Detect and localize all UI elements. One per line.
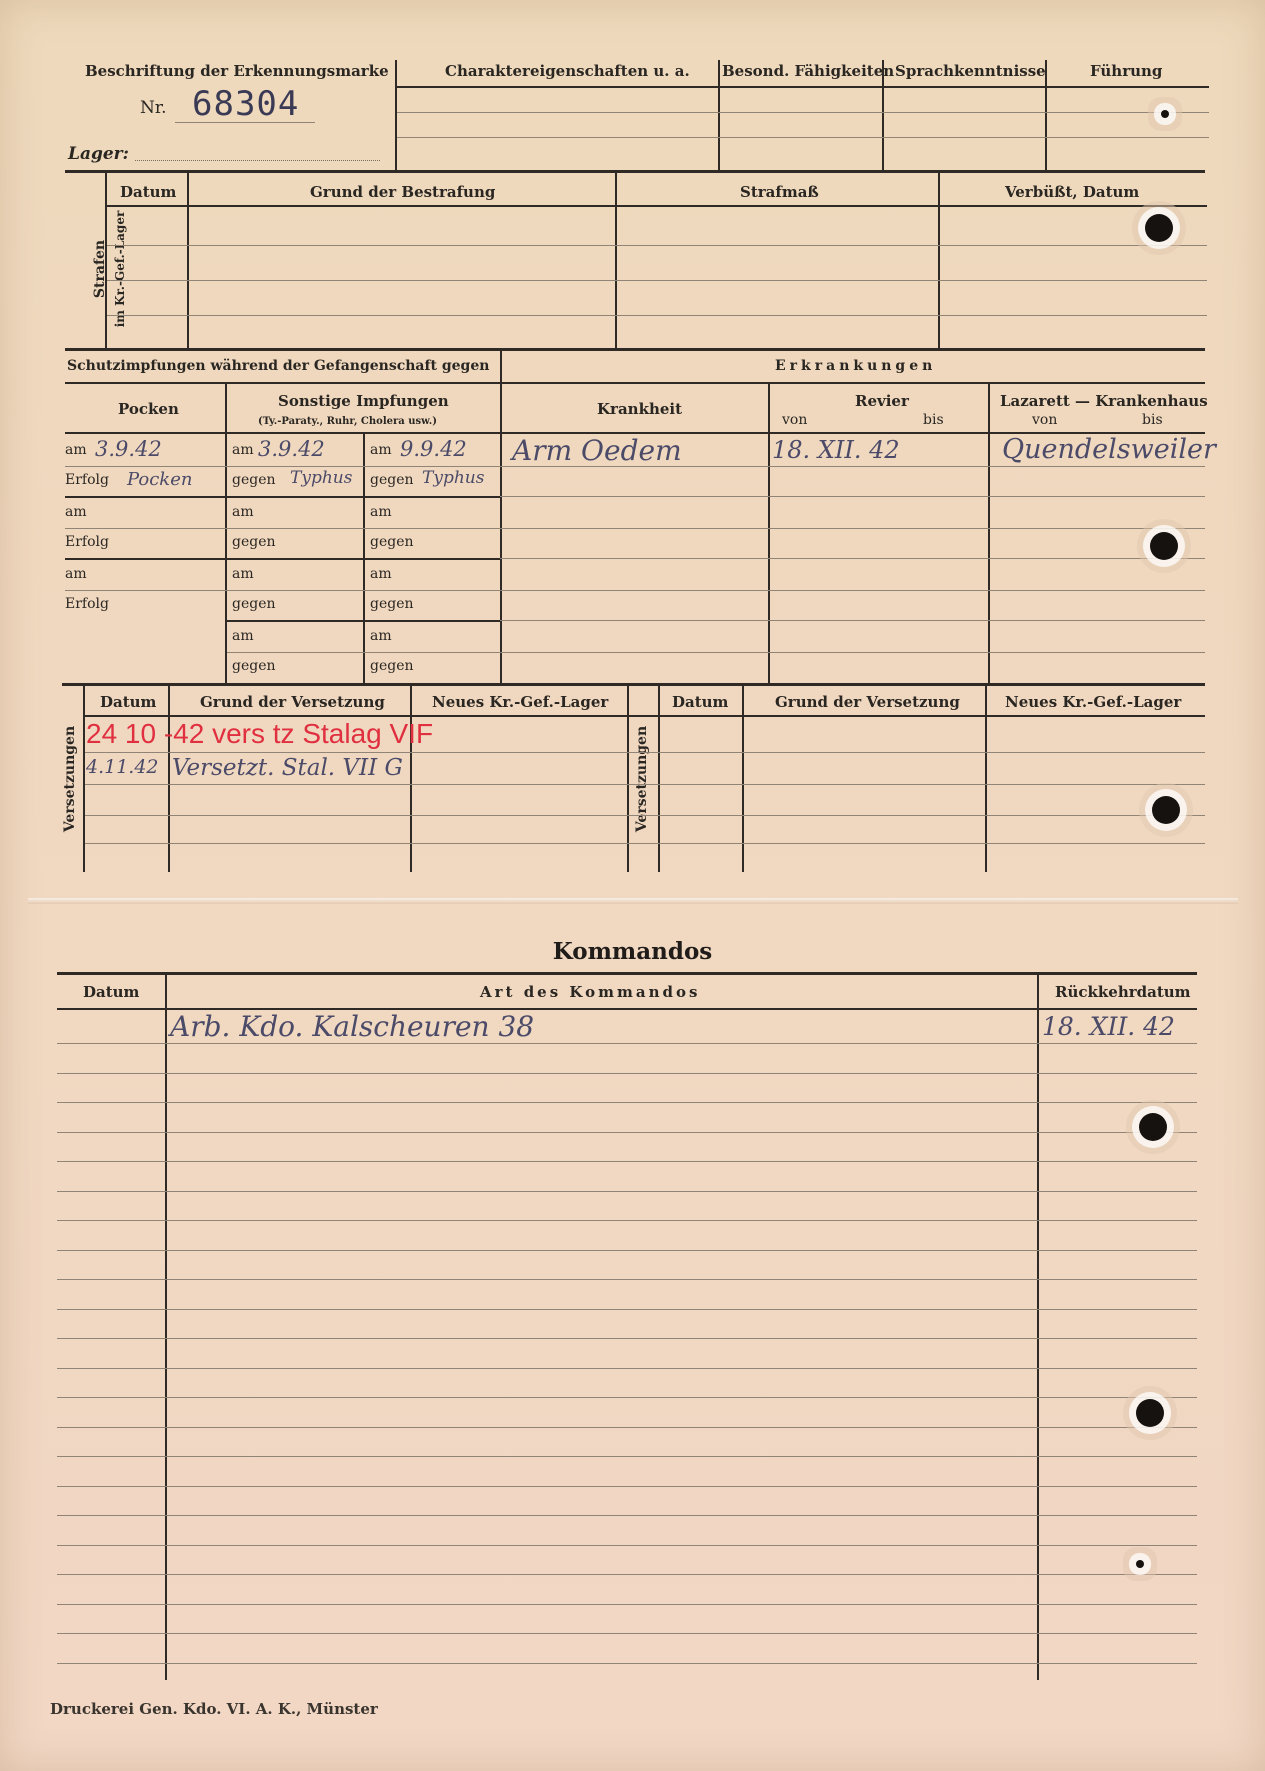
ruled-line <box>57 1309 1197 1310</box>
ruled-line <box>57 1427 1197 1428</box>
lager-label: Lager: <box>68 144 129 164</box>
nr-label: Nr. <box>140 98 167 118</box>
punch-hole <box>1150 532 1178 560</box>
ruled-line <box>57 1368 1197 1369</box>
sonst1-am-1: am <box>232 442 254 458</box>
revier-bis: bis <box>923 412 944 428</box>
sonst1-am-4: am <box>232 628 254 644</box>
ruled-line <box>57 1220 1197 1221</box>
sonst1-am-3: am <box>232 566 254 582</box>
faehigkeiten-label: Besond. Fähigkeiten <box>722 62 895 80</box>
punch-hole <box>1139 1113 1167 1141</box>
vers-right-col-datum: Datum <box>672 693 729 711</box>
sonst2-gegen-4: gegen <box>370 658 414 674</box>
sonst1-gegen-2: gegen <box>232 534 276 550</box>
vers-left-col-neues-lager: Neues Kr.-Gef.-Lager <box>432 693 609 711</box>
fuehrung-label: Führung <box>1090 62 1163 80</box>
charakter-label: Charaktereigenschaften u. a. <box>445 62 690 80</box>
ruled-line <box>57 1279 1197 1280</box>
ruled-line <box>57 1338 1197 1339</box>
strafen-col-grund: Grund der Bestrafung <box>310 183 496 201</box>
lazarett-bis: bis <box>1142 412 1163 428</box>
sonst2-am-1: am <box>370 442 392 458</box>
printer-footer: Druckerei Gen. Kdo. VI. A. K., Münster <box>50 1700 378 1718</box>
kommandos-title: Kommandos <box>552 938 713 965</box>
ruled-line <box>57 1073 1197 1074</box>
ruled-line <box>57 1397 1197 1398</box>
vers-row1-datum: 4.11.42 <box>86 756 159 778</box>
sonst1-date: 3.9.42 <box>258 437 325 461</box>
revier-von-value: 18. XII. 42 <box>772 436 900 464</box>
sonst1-gegen-4: gegen <box>232 658 276 674</box>
ruled-line <box>57 1161 1197 1162</box>
revier-von: von <box>782 412 808 428</box>
versetzung-stamp: 24 10 -42 vers tz Stalag VIF <box>86 718 434 749</box>
sonst2-gegen-1: gegen <box>370 472 414 488</box>
impfungen-title: Schutzimpfungen während der Gefangenschaft gegen <box>67 358 490 374</box>
kommando-row1-rueckkehr: 18. XII. 42 <box>1042 1012 1175 1041</box>
sonst2-am-3: am <box>370 566 392 582</box>
ruled-line <box>57 1545 1197 1546</box>
ruled-line <box>57 1486 1197 1487</box>
ruled-line <box>57 1604 1197 1605</box>
pocken-date: 3.9.42 <box>95 437 162 461</box>
sonst2-am-2: am <box>370 504 392 520</box>
kommando-row1-art: Arb. Kdo. Kalscheuren 38 <box>170 1010 535 1043</box>
kommandos-col-datum: Datum <box>83 983 140 1001</box>
vers-left-col-grund: Grund der Versetzung <box>200 693 385 711</box>
pocken-am-3: am <box>65 566 87 582</box>
strafen-col-verbuesst: Verbüßt, Datum <box>1005 183 1140 201</box>
sonst1-am-2: am <box>232 504 254 520</box>
punch-hole <box>1145 214 1173 242</box>
sonstige-label: Sonstige Impfungen <box>278 392 449 410</box>
sonst2-gegen-value: Typhus <box>422 468 485 488</box>
ruled-line <box>57 1663 1197 1664</box>
sonst1-gegen-value: Typhus <box>290 468 353 488</box>
ruled-line <box>57 1633 1197 1634</box>
lazarett-von: von <box>1032 412 1058 428</box>
pocken-erfolg-2: Erfolg <box>65 534 109 550</box>
sonst2-date: 9.9.42 <box>400 437 467 461</box>
pocken-am-2: am <box>65 504 87 520</box>
erkrankungen-title: Erkrankungen <box>775 358 937 374</box>
ruled-line <box>57 1132 1197 1133</box>
lazarett-label: Lazarett — Krankenhaus <box>1000 392 1208 410</box>
punch-hole <box>1152 796 1180 824</box>
punch-hole <box>1136 1560 1144 1568</box>
pocken-label: Pocken <box>118 400 179 418</box>
ruled-line <box>57 1191 1197 1192</box>
sonstige-sub: (Ty.-Paraty., Ruhr, Cholera usw.) <box>258 416 437 427</box>
ruled-line <box>57 1043 1197 1044</box>
sonst2-am-4: am <box>370 628 392 644</box>
krankheit-value: Arm Oedem <box>512 434 682 467</box>
revier-label: Revier <box>855 392 909 410</box>
krankheit-label: Krankheit <box>597 400 683 418</box>
vers-right-col-grund: Grund der Versetzung <box>775 693 960 711</box>
lazarett-value: Quendelsweiler <box>1002 434 1216 465</box>
pocken-erfolg-3: Erfolg <box>65 596 109 612</box>
vers-right-col-neues-lager: Neues Kr.-Gef.-Lager <box>1005 693 1182 711</box>
kommandos-col-rueckkehr: Rückkehrdatum <box>1055 983 1191 1001</box>
pocken-am-1: am <box>65 442 87 458</box>
strafen-col-datum: Datum <box>120 183 177 201</box>
strafen-side-label-2: im Kr.-Gef.-Lager <box>113 210 127 328</box>
ruled-line <box>57 1456 1197 1457</box>
ruled-line <box>57 1574 1197 1575</box>
ruled-line <box>57 1102 1197 1103</box>
versetzungen-side-label-left: Versetzungen <box>62 725 78 833</box>
sprachen-label: Sprachkenntnisse <box>895 62 1046 80</box>
pocken-erfolg-value: Pocken <box>127 469 193 490</box>
ruled-line <box>57 1250 1197 1251</box>
punch-hole <box>1161 110 1169 118</box>
ruled-line <box>57 1515 1197 1516</box>
nr-value: 68304 <box>192 84 300 124</box>
pocken-erfolg-1: Erfolg <box>65 472 109 488</box>
sonst1-gegen-1: gegen <box>232 472 276 488</box>
sonst2-gegen-2: gegen <box>370 534 414 550</box>
sonst1-gegen-3: gegen <box>232 596 276 612</box>
vers-row1-grund: Versetzt. Stal. VII G <box>172 755 403 781</box>
punch-hole <box>1136 1399 1164 1427</box>
sonst2-gegen-3: gegen <box>370 596 414 612</box>
strafen-side-label: Strafen <box>92 239 108 299</box>
strafen-col-strafmass: Strafmaß <box>740 183 819 201</box>
kommandos-col-art: Art des Kommandos <box>480 983 701 1001</box>
versetzungen-side-label-right: Versetzungen <box>634 725 650 833</box>
vers-left-col-datum: Datum <box>100 693 157 711</box>
erkennungsmarke-label: Beschriftung der Erkennungsmarke <box>85 62 389 80</box>
